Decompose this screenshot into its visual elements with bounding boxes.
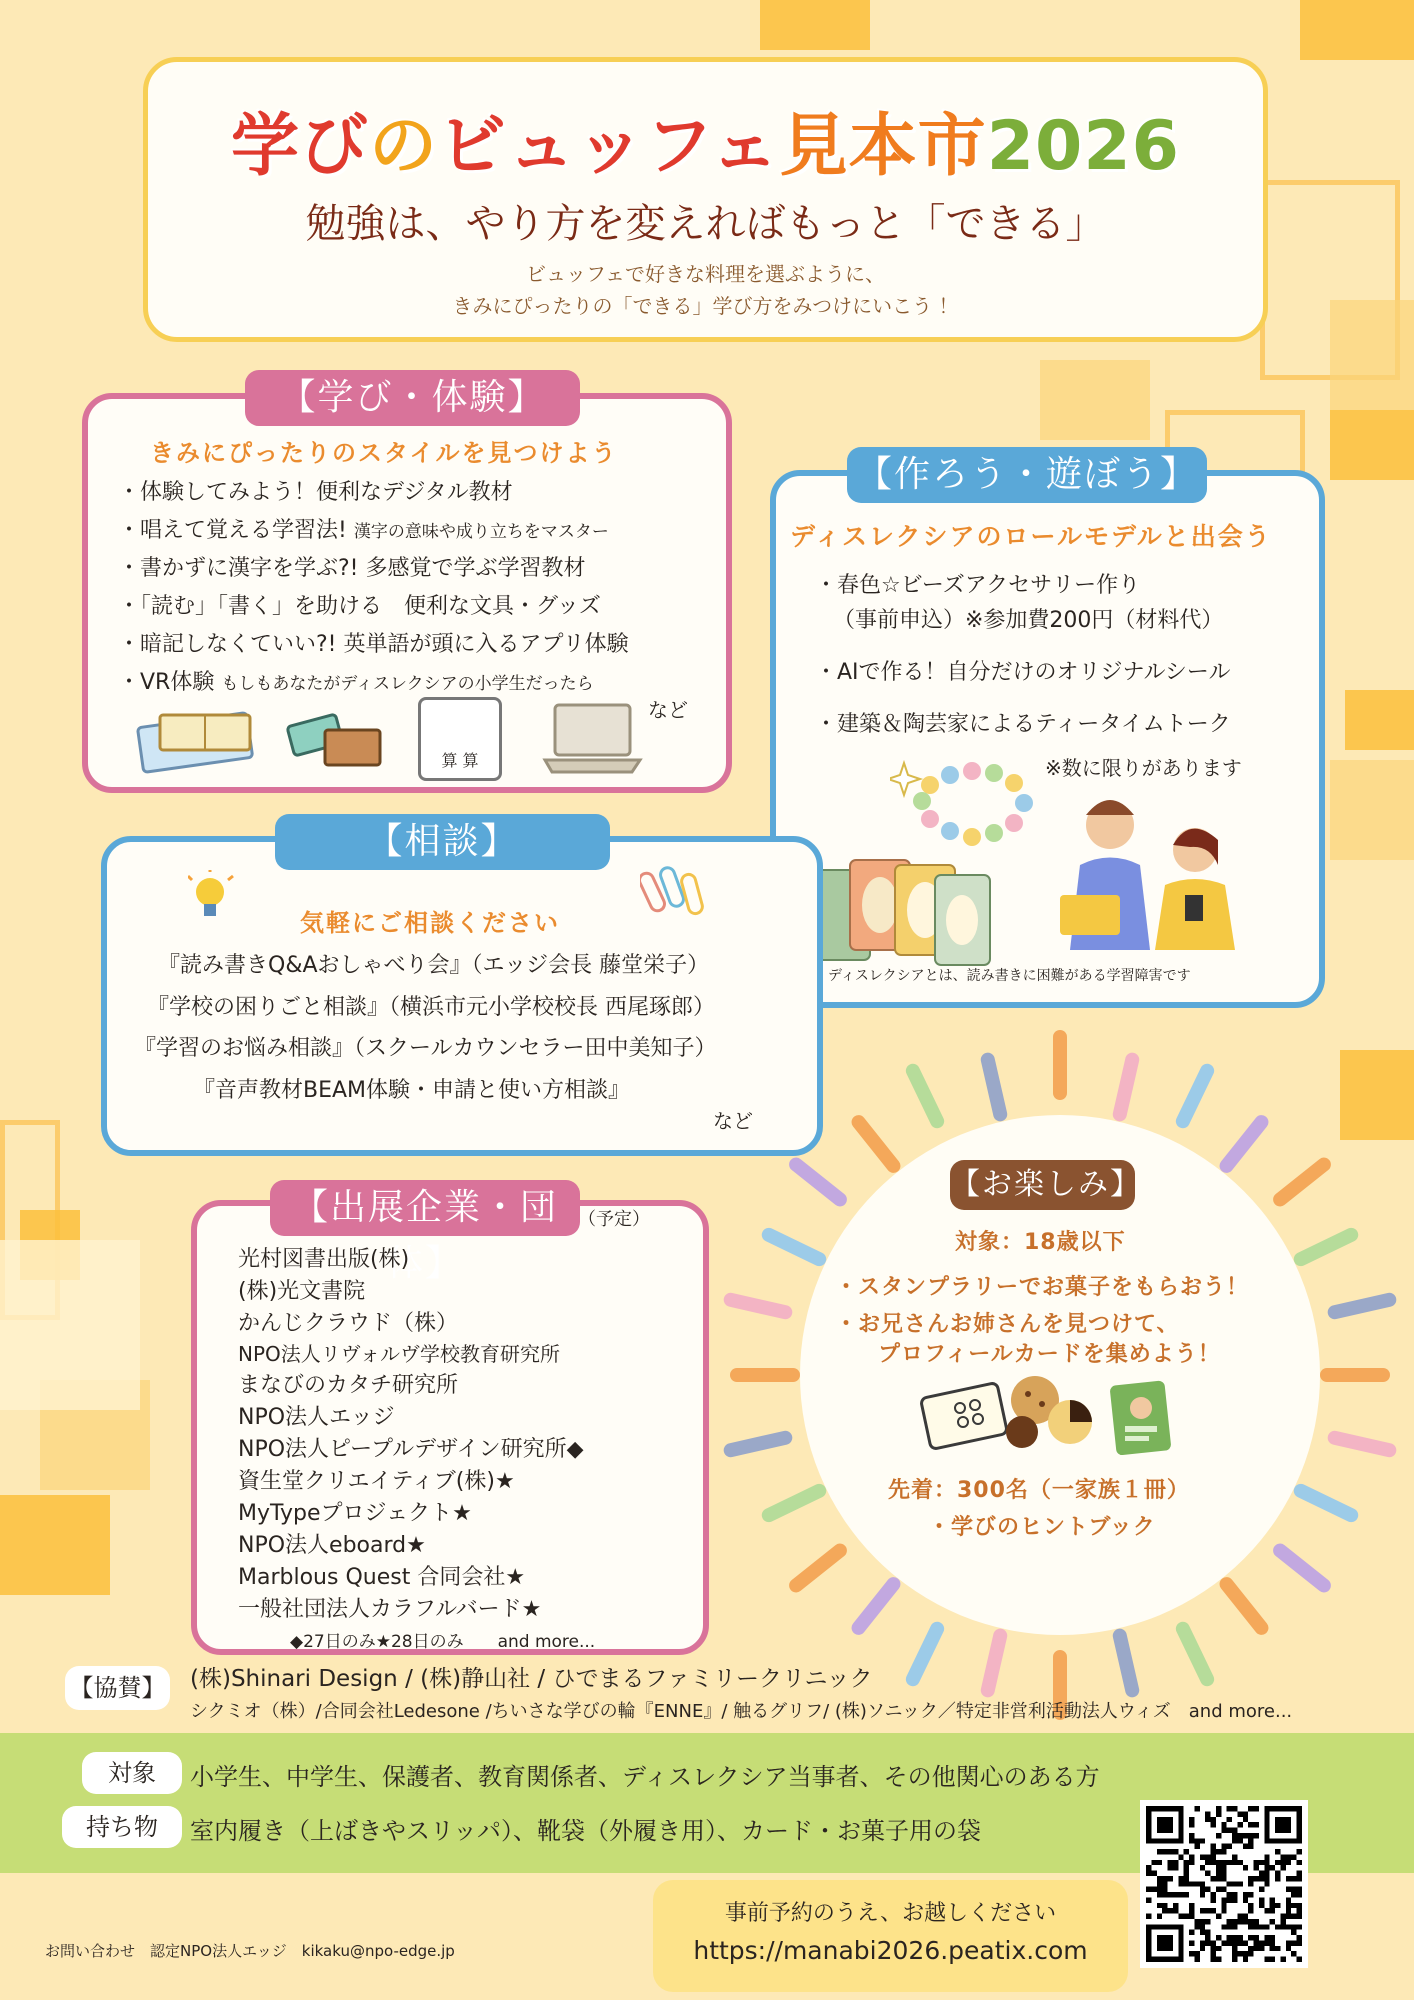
stamp-card-icon xyxy=(920,1380,1010,1450)
manabi-item: ・暗記しなくていい?! 英単語が頭に入るアプリ体験 xyxy=(118,632,629,657)
cards-icon xyxy=(805,855,995,975)
cookie-icon xyxy=(1000,1370,1100,1455)
paperclip-icon xyxy=(640,862,710,922)
manabi-item: ・VR体験 もしもあなたがディスレクシアの小学生だったら xyxy=(118,670,594,695)
reservation-url[interactable]: https://manabi2026.peatix.com xyxy=(693,1936,1088,1965)
beads-icon xyxy=(890,755,1060,865)
reservation-text: 事前予約のうえ、お越しください xyxy=(724,1901,1057,1926)
deco-square xyxy=(0,1495,110,1595)
tsukuro-item: ・AIで作る！自分だけのオリジナルシール xyxy=(815,660,1231,685)
sunburst-ray xyxy=(1173,1620,1216,1689)
fun-first: 先着：300名（一家族１冊） xyxy=(888,1478,1190,1503)
sunburst-ray xyxy=(730,1368,800,1382)
tsukuro-caption: ディスレクシアとは、読み書きに困難がある学習障害です xyxy=(828,968,1191,984)
sunburst-ray xyxy=(904,1061,947,1130)
profile-card-icon xyxy=(1108,1378,1178,1458)
sunburst-ray xyxy=(786,1154,849,1209)
deco-square xyxy=(1300,0,1414,60)
deco-square xyxy=(1330,410,1414,480)
sunburst-ray xyxy=(1327,1429,1398,1458)
fun-item: ・お兄さんお姉さんを見つけて、 xyxy=(835,1312,1180,1337)
title-part: の xyxy=(369,107,439,186)
target-text: 小学生、中学生、保護者、教育関係者、ディスレクシア当事者、その他関心のある方 xyxy=(190,1763,1100,1791)
sunburst-ray xyxy=(1217,1113,1272,1176)
soudan-item: 『読み書きQ&Aおしゃべり会』（エッジ会長 藤堂栄子） xyxy=(158,953,710,978)
qr-code-icon[interactable] xyxy=(1140,1800,1308,1968)
exhibitors-tab-note: （予定） xyxy=(578,1209,650,1230)
deco-square xyxy=(1340,1050,1414,1140)
people-icon xyxy=(1040,785,1250,955)
intro-text: きみにぴったりの「できる」学び方をみつけにいこう ！ xyxy=(452,294,959,318)
bring-label: 持ち物 xyxy=(62,1806,182,1848)
sunburst-ray xyxy=(1173,1061,1216,1130)
soudan-heading: 気軽にご相談ください xyxy=(300,909,560,937)
bring-text: 室内履き（上ばきやスリッパ）、靴袋（外履き用）、カード・お菓子用の袋 xyxy=(190,1817,982,1845)
soudan-etc: など xyxy=(713,1109,753,1133)
subtitle: 勉強は、やり方を変えればもっと「できる」 xyxy=(305,201,1106,247)
sunburst-ray xyxy=(1327,1291,1398,1320)
sunburst-ray xyxy=(1111,1627,1140,1698)
manabi-etc: など xyxy=(648,698,688,722)
soudan-item: 『学習のお悩み相談』（スクールカウンセラー田中美知子） xyxy=(134,1036,717,1061)
title-part: ビュッフェ xyxy=(438,107,780,186)
sunburst-ray xyxy=(1217,1574,1272,1637)
page-title xyxy=(148,92,1263,189)
sunburst-ray xyxy=(760,1481,829,1524)
fun-item: ・スタンプラリーでお菓子をもらおう！ xyxy=(835,1275,1250,1300)
lightbulb-icon xyxy=(188,870,238,925)
deco-square xyxy=(1330,760,1414,860)
fun-target: 対象：18歳以下 xyxy=(955,1230,1126,1255)
sunburst-ray xyxy=(980,1052,1009,1123)
manabi-item: ・書かずに漢字を学ぶ?! 多感覚で学ぶ学習教材 xyxy=(118,556,586,581)
exhibitor-item: NPO法人eboard★ xyxy=(238,1533,426,1558)
contact-info: お問い合わせ 認定NPO法人エッジ kikaku@npo-edge.jp xyxy=(45,1942,455,1960)
target-label: 対象 xyxy=(82,1752,182,1794)
kanji-card xyxy=(418,697,502,781)
exhibitor-item: NPO法人ピープルデザイン研究所◆ xyxy=(238,1437,584,1462)
sunburst-ray xyxy=(1291,1481,1360,1524)
fun-tab: 【お楽しみ】 xyxy=(950,1160,1135,1210)
title-part: 学び xyxy=(231,107,370,186)
book-icon xyxy=(135,700,265,780)
intro-text: ビュッフェで好きな料理を選ぶように、 xyxy=(526,262,885,286)
manabi-heading: きみにぴったりのスタイルを見つけよう xyxy=(150,439,618,467)
tsukuro-item: （事前申込）※参加費200円（材料代） xyxy=(833,608,1224,633)
exhibitor-item: NPO法人リヴォルヴ学校教育研究所 xyxy=(238,1342,560,1366)
title-part: 見本市 xyxy=(779,107,987,186)
eraser-icon xyxy=(285,695,385,775)
exhibitors-tab: 【出展企業・団体】 xyxy=(270,1180,580,1236)
sunburst-ray xyxy=(760,1226,829,1269)
tsukuro-tab: 【作ろう・遊ぼう】 xyxy=(847,447,1207,503)
soudan-tab: 【相談】 xyxy=(275,814,610,870)
exhibitor-item: かんじクラウド（株） xyxy=(238,1311,459,1336)
reservation-box xyxy=(653,1880,1128,1992)
title-part: 2026 xyxy=(986,107,1180,186)
exhibitor-item: 光村図書出版(株) xyxy=(238,1247,410,1272)
deco-square xyxy=(0,1240,140,1410)
sponsor-main: (株)Shinari Design / (株)静山社 / ひでまるファミリークリニック xyxy=(190,1666,873,1692)
sunburst-ray xyxy=(904,1620,947,1689)
exhibitor-item: まなびのカタチ研究所 xyxy=(238,1373,459,1398)
sponsor-sub: シクミオ（株）/合同会社Ledesone /ちいさな学びの輪『ENNE』/ 触るグリフ/ (株)ソニック／特定非営利活動法人ウィズ and more... xyxy=(190,1701,1293,1722)
deco-square xyxy=(1330,300,1414,410)
kanji-card-label: 算 算 xyxy=(441,751,479,770)
sunburst-ray xyxy=(722,1429,793,1458)
sunburst-ray xyxy=(722,1291,793,1320)
sponsor-label: 【協賛】 xyxy=(65,1666,170,1710)
sunburst-ray xyxy=(1291,1226,1360,1269)
tsukuro-heading: ディスレクシアのロールモデルと出会う xyxy=(790,522,1272,551)
manabi-item: ・「読む」「書く」を助ける 便利な文具・グッズ xyxy=(118,594,601,619)
exhibitor-item: 一般社団法人カラフルバード★ xyxy=(238,1597,542,1622)
sunburst-ray xyxy=(849,1574,904,1637)
tsukuro-item: ・春色☆ビーズアクセサリー作り xyxy=(815,573,1141,598)
sunburst-ray xyxy=(1320,1368,1390,1382)
title-card xyxy=(143,57,1268,342)
laptop-icon xyxy=(540,700,650,780)
exhibitor-item: 資生堂クリエイティブ(株)★ xyxy=(238,1469,515,1494)
sunburst-ray xyxy=(786,1541,849,1596)
manabi-item: ・唱えて覚える学習法! 漢字の意味や成り立ちをマスター xyxy=(118,518,609,543)
sunburst-ray xyxy=(980,1627,1009,1698)
fun-book: ・学びのヒントブック xyxy=(928,1515,1156,1540)
tsukuro-item: ・建築＆陶芸家によるティータイムトーク xyxy=(815,712,1231,737)
manabi-tab: 【学び・体験】 xyxy=(245,370,580,426)
tsukuro-note: ※数に限りがあります xyxy=(1045,756,1242,780)
soudan-item: 『音声教材BEAM体験・申請と使い方相談』 xyxy=(193,1078,631,1103)
deco-square xyxy=(1040,360,1150,440)
soudan-item: 『学校の困りごと相談』（横浜市元小学校校長 西尾琢郎） xyxy=(147,995,715,1020)
deco-square xyxy=(760,0,870,50)
exhibitor-footnote: ◆27日のみ★28日のみ and more... xyxy=(290,1632,596,1652)
sunburst-ray xyxy=(1111,1052,1140,1123)
exhibitor-item: Marblous Quest 合同会社★ xyxy=(238,1565,526,1590)
exhibitor-item: MyTypeプロジェクト★ xyxy=(238,1501,472,1526)
manabi-item: ・体験してみよう！便利なデジタル教材 xyxy=(118,480,513,505)
sunburst-ray xyxy=(1271,1154,1334,1209)
sunburst-ray xyxy=(1271,1541,1334,1596)
fun-item: プロフィールカードを集めよう！ xyxy=(878,1342,1221,1367)
sunburst-ray xyxy=(1053,1030,1067,1100)
sunburst-ray xyxy=(849,1113,904,1176)
deco-square xyxy=(1345,690,1414,750)
exhibitor-item: NPO法人エッジ xyxy=(238,1405,395,1430)
exhibitor-item: (株)光文書院 xyxy=(238,1279,366,1304)
